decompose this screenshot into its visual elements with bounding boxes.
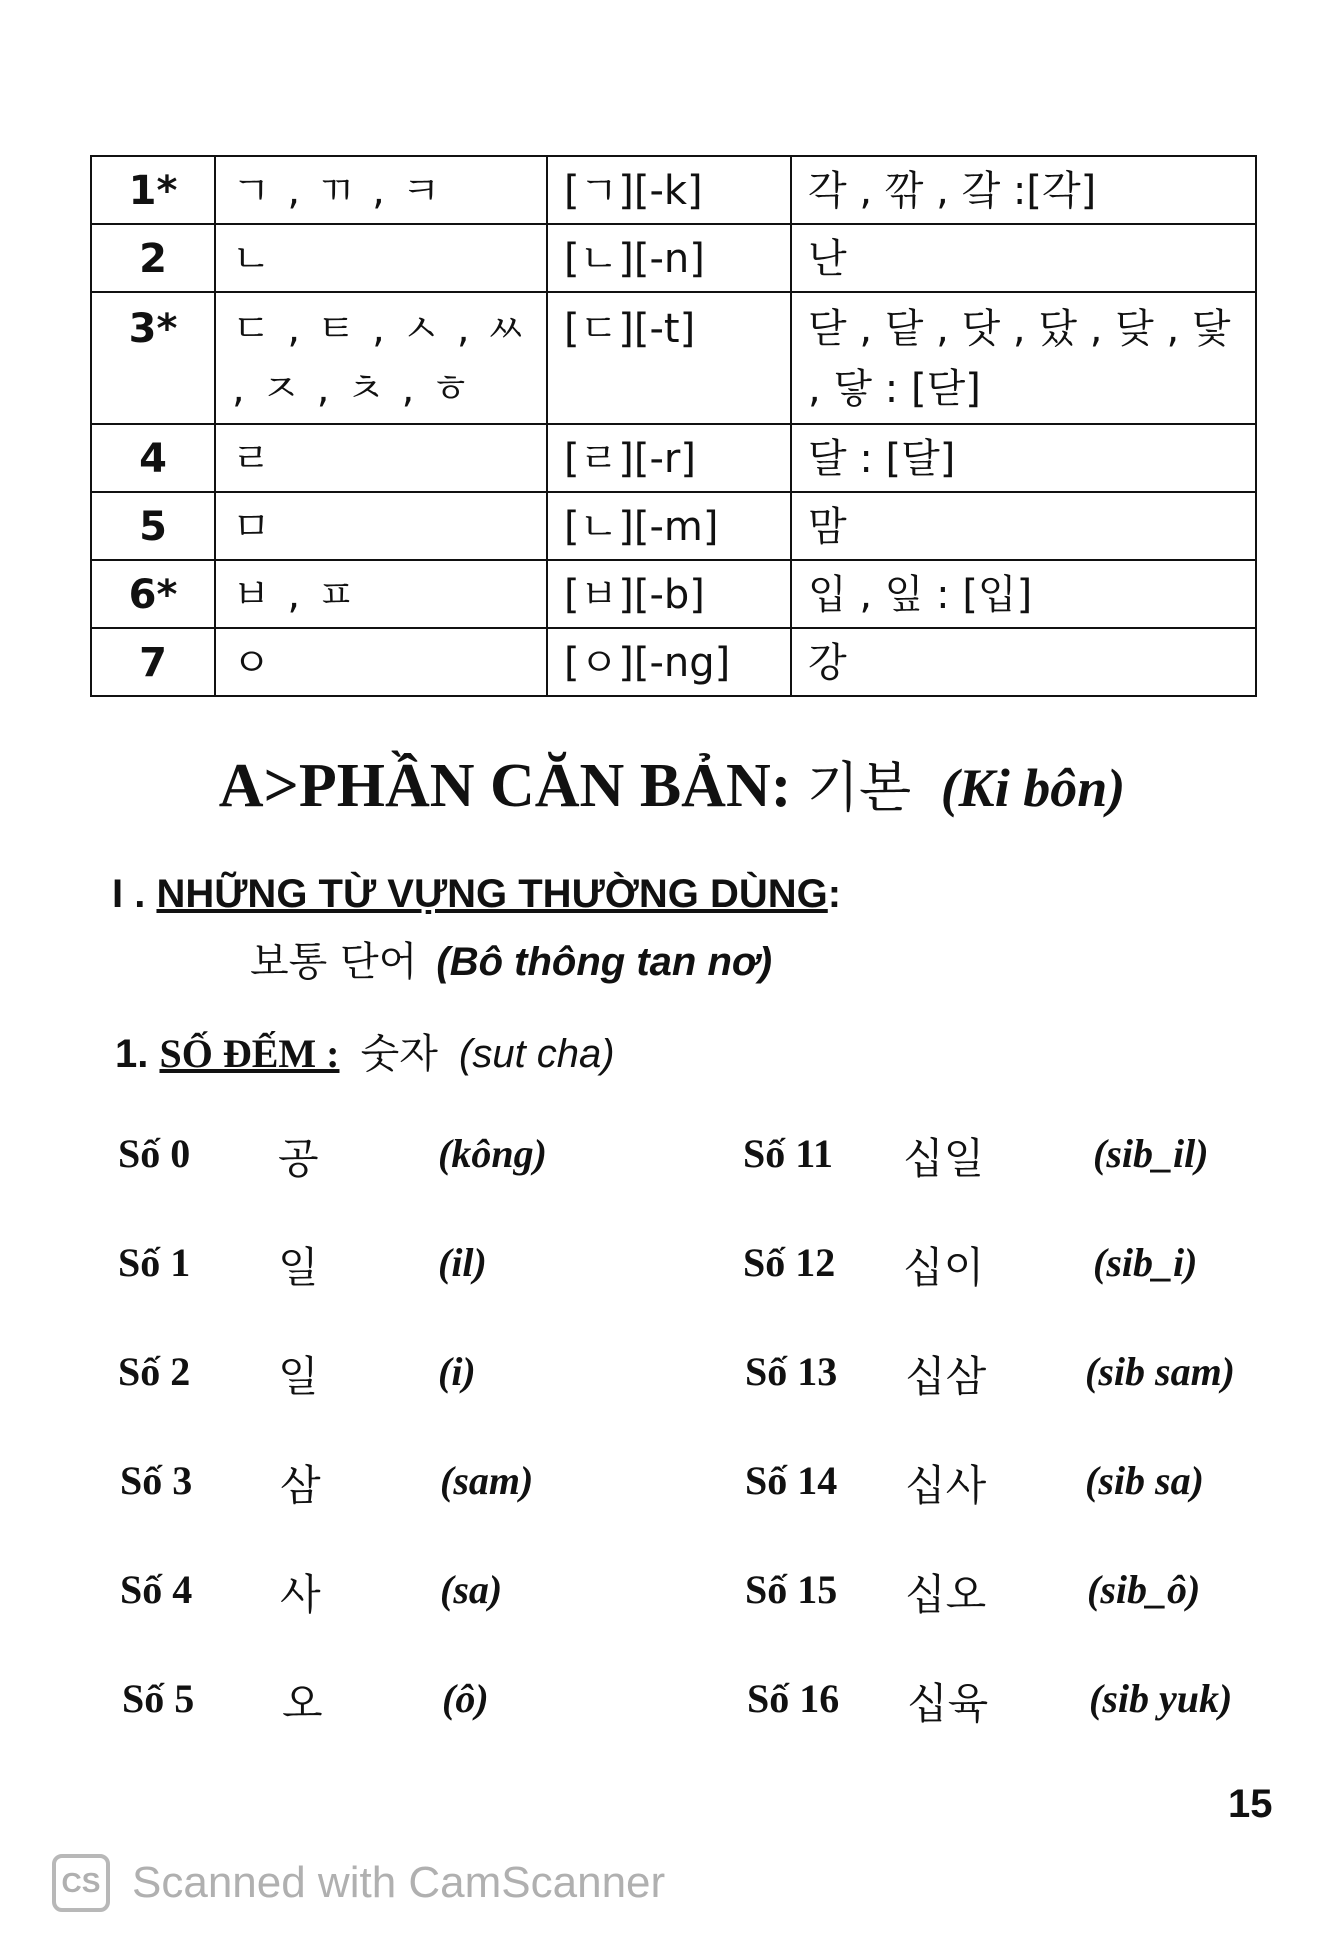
number-korean: 공 [278, 1134, 319, 1183]
counting-heading-label: 1. SỐ ĐẾM : [115, 1031, 340, 1076]
vocab-heading-colon: : [827, 872, 842, 916]
example-words: 난 [791, 224, 1256, 292]
number-korean: 오 [282, 1679, 323, 1728]
row-number: 4 [91, 424, 215, 492]
pronunciation: [ㅇ][-ng] [547, 628, 791, 696]
consonant-group: ㄴ [215, 224, 547, 292]
vocab-heading-prefix: I . [112, 872, 146, 916]
section-title-text: A>PHẦN CĂN BẢN: [218, 752, 792, 820]
watermark-text: Scanned with CamScanner [132, 1858, 666, 1907]
number-row [745, 1457, 1305, 1517]
number-korean: 십일 [903, 1134, 985, 1183]
vocab-heading-korean: 보통 단어 [250, 939, 418, 985]
row-number: 3* [91, 292, 215, 424]
number-korean: 일 [278, 1243, 319, 1292]
section-title-romanization: (Ki bôn) [940, 758, 1126, 818]
number-romanization: (sib sam) [1085, 1349, 1235, 1394]
row-number: 6* [91, 560, 215, 628]
pronunciation: [ㄴ][-n] [547, 224, 791, 292]
example-words: 닫 , 닽 , 닷 , 닸 , 닺 , 닻 , 닿 : [닫] [791, 292, 1256, 424]
number-label: Số 13 [745, 1349, 838, 1394]
number-row [745, 1566, 1305, 1626]
pronunciation: [ㄹ][-r] [547, 424, 791, 492]
number-label: Số 14 [745, 1458, 838, 1503]
consonant-group: ㄱ , ㄲ , ㅋ [215, 156, 547, 224]
vocab-heading [112, 872, 841, 917]
number-row [118, 1239, 618, 1299]
table-row [91, 224, 1256, 292]
number-label: Số 15 [745, 1567, 838, 1612]
table-row [91, 292, 1256, 424]
number-row [747, 1675, 1307, 1735]
example-words: 각 , 깎 , 갘 :[각] [791, 156, 1256, 224]
number-row [120, 1457, 620, 1517]
section-title-korean: 기본 [806, 756, 912, 819]
number-label: Số 0 [118, 1131, 191, 1176]
number-romanization: (sib_ô) [1087, 1567, 1201, 1612]
number-label: Số 16 [747, 1676, 840, 1721]
row-number: 5 [91, 492, 215, 560]
consonant-group: ㄹ [215, 424, 547, 492]
number-korean: 십오 [905, 1570, 987, 1619]
number-romanization: (sib yuk) [1089, 1676, 1233, 1721]
number-row [120, 1566, 620, 1626]
number-romanization: (sib_il) [1093, 1131, 1209, 1176]
example-words: 입 , 잎 : [입] [791, 560, 1256, 628]
number-korean: 사 [280, 1570, 321, 1619]
final-consonant-table [90, 155, 1257, 697]
consonant-group: ㄷ , ㅌ , ㅅ , ㅆ , ㅈ , ㅊ , ㅎ [215, 292, 547, 424]
pronunciation: [ㅂ][-b] [547, 560, 791, 628]
number-korean: 일 [278, 1352, 319, 1401]
number-romanization: (i) [438, 1349, 476, 1394]
pronunciation: [ㄷ][-t] [547, 292, 791, 424]
number-romanization: (il) [438, 1240, 487, 1285]
page-number: 15 [1228, 1782, 1273, 1826]
consonant-group: ㅂ , ㅍ [215, 560, 547, 628]
number-romanization: (kông) [438, 1131, 547, 1176]
section-title [0, 745, 1344, 822]
number-label: Số 12 [743, 1240, 836, 1285]
example-words: 맘 [791, 492, 1256, 560]
table-row [91, 424, 1256, 492]
row-number: 2 [91, 224, 215, 292]
number-romanization: (sib_i) [1093, 1240, 1198, 1285]
number-korean: 십삼 [905, 1352, 987, 1401]
vocab-heading-title: NHỮNG TỪ VỰNG THƯỜNG DÙNG [156, 872, 828, 916]
number-label: Số 5 [122, 1676, 195, 1721]
number-korean: 삼 [280, 1461, 321, 1510]
example-words: 강 [791, 628, 1256, 696]
number-romanization: (sam) [440, 1458, 534, 1503]
table-row [91, 156, 1256, 224]
example-words: 달 : [달] [791, 424, 1256, 492]
number-row [743, 1239, 1303, 1299]
camscanner-logo-icon: CS [52, 1854, 110, 1912]
row-number: 7 [91, 628, 215, 696]
vocab-heading-korean-line [250, 930, 772, 987]
table-row [91, 628, 1256, 696]
vocab-heading-romanization: (Bô thông tan nơ) [436, 940, 773, 984]
counting-heading-label-text: SỐ ĐẾM : [159, 1031, 340, 1076]
number-row [118, 1348, 618, 1408]
number-label: Số 1 [118, 1240, 191, 1285]
number-korean: 십이 [903, 1243, 985, 1292]
table-row [91, 560, 1256, 628]
number-row [745, 1348, 1305, 1408]
counting-heading [115, 1022, 615, 1079]
row-number: 1* [91, 156, 215, 224]
table-row [91, 492, 1256, 560]
number-label: Số 3 [120, 1458, 193, 1503]
counting-heading-korean: 숫자 [360, 1031, 438, 1077]
consonant-group: ㅇ [215, 628, 547, 696]
counting-heading-romanization: (sut cha) [459, 1032, 615, 1076]
number-romanization: (sa) [440, 1567, 503, 1612]
number-romanization: (sib sa) [1085, 1458, 1204, 1503]
number-korean: 십사 [905, 1461, 987, 1510]
number-row [118, 1130, 618, 1190]
number-romanization: (ô) [442, 1676, 489, 1721]
number-label: Số 4 [120, 1567, 193, 1612]
pronunciation: [ㄱ][-k] [547, 156, 791, 224]
number-row [122, 1675, 622, 1735]
number-label: Số 2 [118, 1349, 191, 1394]
pronunciation: [ㄴ][-m] [547, 492, 791, 560]
number-label: Số 11 [743, 1131, 834, 1176]
consonant-group: ㅁ [215, 492, 547, 560]
number-row [743, 1130, 1303, 1190]
number-korean: 십육 [907, 1679, 989, 1728]
